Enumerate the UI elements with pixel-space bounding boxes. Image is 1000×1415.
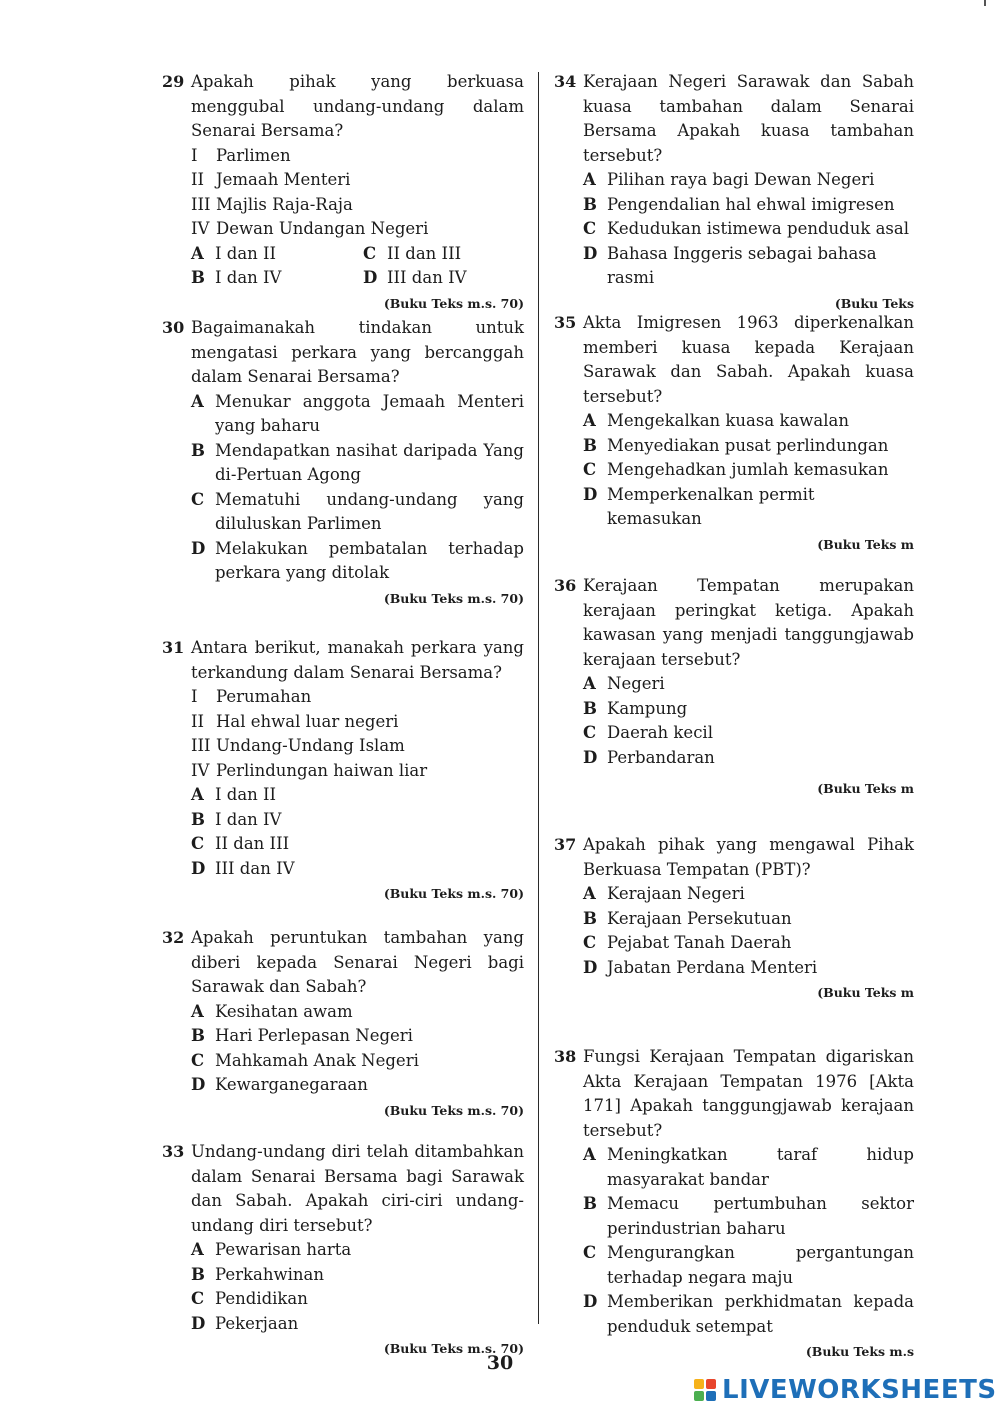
question-number: 29 (162, 72, 185, 91)
option-a[interactable]: A Kesihatan awam (191, 1001, 353, 1021)
option-c[interactable]: C Daerah kecil (583, 723, 713, 742)
liveworksheets-logo-icon (694, 1379, 716, 1401)
option-b[interactable]: B Kerajaan Persekutuan (583, 908, 792, 928)
option-b[interactable]: B Pengendalian hal ehwal imigresen (583, 194, 895, 214)
option-b[interactable]: B Memacu pertumbuhan sektor perindustrian baharu (583, 1194, 914, 1238)
question-29 (162, 70, 524, 315)
option-b[interactable]: B Perkahwinan (191, 1264, 324, 1284)
textbook-reference: (Buku Teks m (817, 985, 914, 1000)
question-36 (554, 574, 914, 800)
option-c[interactable]: C Mahkamah Anak Negeri (191, 1050, 419, 1070)
question-number: 33 (162, 1142, 185, 1161)
liveworksheets-logo (694, 1375, 997, 1405)
question-stem: Akta Imigresen 1963 diperkenalkan memberi kuasa kepada Kerajaan Sarawak dan Sabah. Apakah kuasa tersebut? (583, 313, 914, 406)
textbook-reference: (Buku Teks m.s. 70) (383, 1341, 524, 1356)
option-d[interactable]: D III dan IV (191, 858, 295, 878)
option-d[interactable]: D Melakukan pembatalan terhadap perkara yang ditolak (191, 538, 524, 582)
options-grid (162, 242, 524, 291)
option-c[interactable]: C Kedudukan istimewa penduduk asal (583, 219, 909, 238)
options-list (162, 390, 524, 586)
textbook-reference: (Buku Teks m.s. 70) (383, 886, 524, 901)
option-d[interactable]: D Kewarganegaraan (191, 1075, 368, 1094)
option-a[interactable]: A Kerajaan Negeri (583, 884, 745, 903)
option-c[interactable]: C Pendidikan (191, 1289, 308, 1308)
option-a[interactable]: A Mengekalkan kuasa kawalan (583, 411, 849, 430)
roman-item: IV Perlindungan haiwan liar (191, 760, 428, 780)
corner-mark (984, 0, 986, 6)
option-a[interactable]: A I dan II (191, 785, 277, 804)
options-list (162, 1238, 524, 1336)
options-list (554, 1143, 914, 1339)
question-number: 37 (554, 835, 577, 854)
question-stem: Apakah peruntukan tambahan yang diberi kepada Senarai Negeri bagi Sarawak dan Sabah? (191, 928, 524, 996)
option-b[interactable]: B Mendapatkan nasihat daripada Yang di-Pertuan Agong (191, 440, 524, 484)
options-list (554, 882, 914, 980)
option-d[interactable]: D Bahasa Inggeris sebagai bahasa rasmi (583, 243, 877, 287)
textbook-reference: (Buku Teks m (817, 536, 914, 552)
roman-item: III Undang-Undang Islam (191, 736, 405, 755)
option-b[interactable]: B I dan IV (191, 268, 282, 287)
option-d[interactable]: D Pekerjaan (191, 1313, 299, 1333)
option-c[interactable]: C Mengehadkan jumlah kemasukan (583, 460, 889, 479)
option-c[interactable]: C Pejabat Tanah Daerah (583, 933, 792, 952)
textbook-reference: (Buku Teks (834, 295, 914, 311)
textbook-reference: (Buku Teks m.s. 70) (383, 590, 524, 606)
roman-list (162, 685, 524, 783)
question-stem: Kerajaan Negeri Sarawak dan Sabah kuasa tambahan dalam Senarai Bersama Apakah kuasa tambahan tersebut? (583, 72, 914, 165)
question-33 (162, 1140, 524, 1360)
roman-item: IV Dewan Undangan Negeri (191, 219, 429, 238)
option-a[interactable]: A Menukar anggota Jemaah Menteri yang baharu (191, 391, 524, 435)
question-35 (554, 311, 914, 556)
option-a[interactable]: A Pewarisan harta (191, 1240, 352, 1259)
textbook-reference: (Buku Teks m (817, 781, 914, 796)
options-list (554, 409, 914, 532)
option-b[interactable]: B Menyediakan pusat perlindungan (583, 435, 889, 455)
option-d[interactable]: D III dan IV (363, 268, 467, 287)
options-list (162, 783, 524, 881)
question-number: 36 (554, 576, 577, 595)
question-number: 32 (162, 928, 185, 947)
liveworksheets-logo-text: LIVEWORKSHEETS (722, 1375, 997, 1405)
question-31 (162, 636, 524, 905)
question-number: 35 (554, 313, 577, 332)
option-b[interactable]: B Kampung (583, 698, 688, 718)
option-a[interactable]: A Meningkatkan taraf hidup masyarakat bandar (583, 1145, 914, 1189)
question-38 (554, 1045, 914, 1363)
question-stem: Undang-undang diri telah ditambahkan dalam Senarai Bersama bagi Sarawak dan Sabah. Apakah ciri-ciri undang-undang diri tersebut? (191, 1142, 524, 1235)
roman-list (162, 144, 524, 242)
option-c[interactable]: C Mengurangkan pergantungan terhadap negara maju (583, 1243, 914, 1287)
textbook-reference: (Buku Teks m.s (805, 1344, 914, 1359)
question-number: 38 (554, 1047, 577, 1066)
question-stem: Kerajaan Tempatan merupakan kerajaan peringkat ketiga. Apakah kawasan yang menjadi tanggungjawab kerajaan tersebut? (583, 576, 914, 669)
question-37 (554, 833, 914, 1004)
option-a[interactable]: A I dan II (191, 243, 277, 263)
question-number: 31 (162, 638, 185, 657)
page-number: 30 (486, 1352, 514, 1374)
question-stem: Antara berikut, manakah perkara yang terkandung dalam Senarai Bersama? (191, 638, 524, 682)
question-34 (554, 70, 914, 315)
option-b[interactable]: B I dan IV (191, 809, 282, 829)
option-a[interactable]: A Pilihan raya bagi Dewan Negeri (583, 170, 875, 189)
option-c[interactable]: C Mematuhi undang-undang yang diluluskan Parlimen (191, 489, 524, 533)
options-list (554, 168, 914, 291)
roman-item: II Hal ehwal luar negeri (191, 711, 399, 731)
question-stem: Apakah pihak yang berkuasa menggubal undang-undang dalam Senarai Bersama? (191, 72, 524, 140)
options-list (554, 672, 914, 770)
option-d[interactable]: D Jabatan Perdana Menteri (583, 957, 818, 977)
textbook-reference: (Buku Teks m.s. 70) (383, 1102, 524, 1118)
options-list (162, 1000, 524, 1098)
roman-item: III Majlis Raja-Raja (191, 194, 353, 214)
roman-item: I Perumahan (191, 687, 312, 706)
textbook-reference: (Buku Teks m.s. 70) (383, 295, 524, 311)
question-32 (162, 926, 524, 1122)
question-number: 30 (162, 318, 185, 337)
option-d[interactable]: D Memperkenalkan permit kemasukan (583, 484, 815, 528)
option-b[interactable]: B Hari Perlepasan Negeri (191, 1026, 413, 1045)
option-a[interactable]: A Negeri (583, 674, 665, 693)
option-d[interactable]: D Memberikan perkhidmatan kepada penduduk setempat (583, 1292, 914, 1336)
question-stem: Fungsi Kerajaan Tempatan digariskan Akta Kerajaan Tempatan 1976 [Akta 171] Apakah tanggungjawab kerajaan tersebut? (583, 1047, 914, 1140)
option-c[interactable]: C II dan III (191, 834, 290, 853)
option-c[interactable]: C II dan III (363, 243, 462, 263)
question-30 (162, 316, 524, 610)
question-number: 34 (554, 72, 577, 91)
roman-item: II Jemaah Menteri (191, 170, 351, 189)
roman-item: I Parlimen (191, 145, 291, 165)
question-stem: Bagaimanakah tindakan untuk mengatasi perkara yang bercanggah dalam Senarai Bersama? (191, 318, 524, 386)
option-d[interactable]: D Perbandaran (583, 747, 715, 767)
question-stem: Apakah pihak yang mengawal Pihak Berkuasa Tempatan (PBT)? (583, 835, 914, 879)
column-divider (538, 72, 539, 1324)
